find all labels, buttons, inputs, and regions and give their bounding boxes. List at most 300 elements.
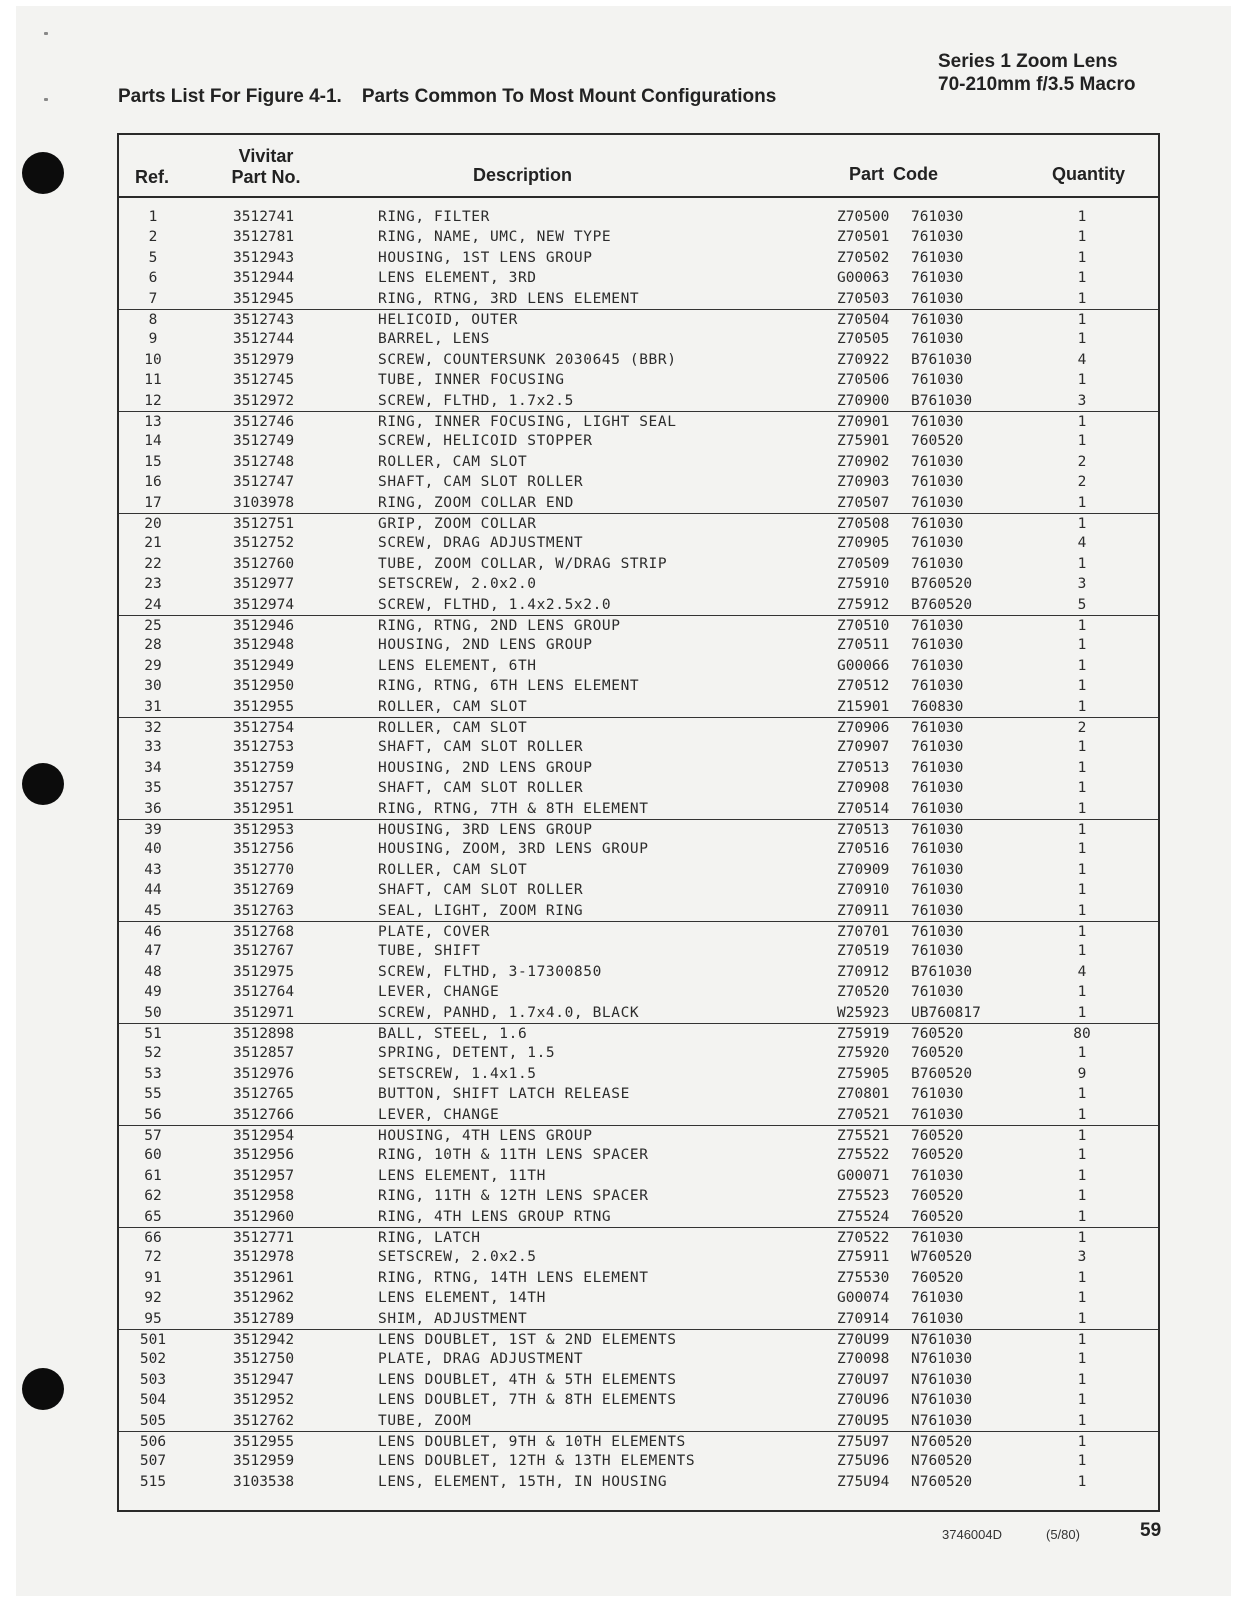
table-row [119,248,1158,268]
description-cell: LENS ELEMENT, 6TH [378,657,537,674]
quantity-cell: 1 [1077,657,1087,674]
ref-cell: 503 [139,1371,167,1388]
table-row [119,1309,1158,1329]
table-row [119,819,1158,840]
part-no-cell: 3512763 [233,902,295,919]
table-row [119,411,1158,432]
ref-cell: 45 [144,902,162,919]
code-cell: 760520 [911,1026,964,1042]
quantity-cell: 2 [1077,453,1087,470]
part-cell: Z75524 [837,1208,890,1225]
description-cell: ROLLER, CAM SLOT [378,453,528,470]
table-row [119,1186,1158,1206]
part-cell: Z70900 [837,392,890,409]
description-cell: BUTTON, SHIFT LATCH RELEASE [378,1086,630,1103]
part-no-cell: 3512972 [233,392,295,409]
description-cell: LENS, ELEMENT, 15TH, IN HOUSING [378,1473,668,1490]
table-row [119,391,1158,411]
ref-cell: 515 [139,1473,167,1490]
quantity-cell: 1 [1077,555,1087,572]
quantity-cell: 1 [1077,780,1087,797]
ref-cell: 505 [139,1412,167,1429]
description-cell: SCREW, FLTHD, 1.7x2.5 [378,392,574,409]
table-row [119,1145,1158,1165]
code-cell: 761030 [911,800,964,817]
col-header-part-code: Part Code [849,164,939,184]
description-cell: ROLLER, CAM SLOT [378,720,528,736]
part-cell: Z15901 [837,698,890,715]
part-no-cell: 3512977 [233,576,295,593]
part-no-cell: 3512974 [233,596,295,613]
table-row [119,533,1158,553]
part-cell: Z75523 [837,1188,890,1205]
ref-cell: 62 [144,1188,162,1205]
table-row [119,554,1158,574]
description-cell: RING, 11TH & 12TH LENS SPACER [378,1188,649,1205]
table-row [119,268,1158,288]
ref-cell: 33 [144,739,162,756]
quantity-cell: 2 [1077,720,1087,736]
quantity-cell: 2 [1077,474,1087,491]
code-cell: 760520 [911,433,964,450]
ref-cell: 95 [144,1310,162,1327]
table-row [119,1105,1158,1125]
code-cell: N760520 [911,1434,973,1450]
quantity-cell: 3 [1077,576,1087,593]
part-cell: Z75U94 [837,1473,890,1490]
part-cell: Z70922 [837,351,890,368]
table-row [119,574,1158,594]
ref-cell: 504 [139,1392,167,1409]
quantity-cell: 1 [1077,739,1087,756]
part-no-cell: 3512764 [233,984,295,1001]
ref-cell: 91 [144,1269,162,1286]
code-cell: 761030 [911,331,964,348]
table-row [119,1064,1158,1084]
part-cell: Z75901 [837,433,890,450]
part-no-cell: 3512741 [233,209,295,225]
binder-hole [22,1368,64,1410]
ref-cell: 61 [144,1167,162,1184]
quantity-cell: 1 [1077,209,1087,225]
code-cell: 761030 [911,902,964,919]
part-no-cell: 3512857 [233,1045,295,1062]
part-cell: Z70911 [837,902,890,919]
quantity-cell: 1 [1077,984,1087,1001]
description-cell: SCREW, DRAG ADJUSTMENT [378,535,584,552]
quantity-cell: 1 [1077,1147,1087,1164]
quantity-cell: 3 [1077,392,1087,409]
quantity-cell: 1 [1077,494,1087,511]
code-cell: 761030 [911,780,964,797]
code-cell: 761030 [911,861,964,878]
table-row [119,921,1158,942]
code-cell: 761030 [911,1167,964,1184]
code-cell: 761030 [911,1310,964,1327]
ref-cell: 21 [144,535,162,552]
ref-cell: 55 [144,1086,162,1103]
part-no-cell: 3512976 [233,1065,295,1082]
col-header-description: Description [473,165,573,185]
part-no-cell: 3512944 [233,270,295,287]
code-cell: B760520 [911,1065,973,1082]
ref-cell: 502 [139,1351,167,1368]
code-cell: 761030 [911,739,964,756]
description-cell: TUBE, ZOOM [378,1412,472,1429]
description-cell: HOUSING, 2ND LENS GROUP [378,759,593,776]
code-cell: 761030 [911,414,964,430]
code-cell: 761030 [911,1290,964,1307]
quantity-cell: 1 [1077,1434,1087,1450]
quantity-cell: 1 [1077,1392,1087,1409]
quantity-cell: 1 [1077,1045,1087,1062]
ref-cell: 7 [148,290,158,307]
ref-cell: 507 [139,1453,167,1470]
description-cell: SCREW, PANHD, 1.7x4.0, BLACK [378,1004,640,1021]
code-cell: N761030 [911,1332,973,1348]
ref-cell: 51 [144,1026,162,1042]
code-cell: 760520 [911,1147,964,1164]
ref-cell: 30 [144,678,162,695]
code-cell: 761030 [911,841,964,858]
quantity-cell: 1 [1077,861,1087,878]
series-line1: Series 1 Zoom Lens [938,51,1118,72]
table-row [119,370,1158,390]
part-no-cell: 3512756 [233,841,295,858]
table-row [119,472,1158,492]
ref-cell: 14 [144,433,162,450]
quantity-cell: 1 [1077,637,1087,654]
ref-cell: 17 [144,494,162,511]
part-no-cell: 3512759 [233,759,295,776]
description-cell: SETSCREW, 2.0x2.0 [378,576,537,593]
description-cell: LENS DOUBLET, 12TH & 13TH ELEMENTS [378,1453,696,1470]
part-no-cell: 3512958 [233,1188,295,1205]
part-cell: Z75920 [837,1045,890,1062]
part-no-cell: 3512962 [233,1290,295,1307]
quantity-cell: 1 [1077,229,1087,246]
ref-cell: 50 [144,1004,162,1021]
part-cell: Z70909 [837,861,890,878]
part-no-cell: 3512898 [233,1026,295,1042]
ref-cell: 501 [139,1332,167,1348]
table-row [119,1288,1158,1308]
quantity-cell: 1 [1077,312,1087,328]
page-number: 59 [1140,1520,1162,1541]
ref-cell: 11 [144,372,162,389]
table-row [119,1268,1158,1288]
quantity-cell: 1 [1077,1167,1087,1184]
quantity-cell: 1 [1077,924,1087,940]
description-cell: BALL, STEEL, 1.6 [378,1026,528,1042]
ref-cell: 43 [144,861,162,878]
quantity-cell: 1 [1077,1188,1087,1205]
ref-cell: 9 [148,331,158,348]
part-no-cell: 3512749 [233,433,295,450]
table-row [119,737,1158,757]
part-no-cell: 3512760 [233,555,295,572]
quantity-cell: 1 [1077,270,1087,287]
part-no-cell: 3512789 [233,1310,295,1327]
table-row [119,309,1158,330]
code-cell: N761030 [911,1412,973,1429]
quantity-cell: 1 [1077,1230,1087,1246]
description-cell: SHAFT, CAM SLOT ROLLER [378,780,584,797]
table-row [119,1125,1158,1146]
table-row [119,676,1158,696]
ref-cell: 48 [144,963,162,980]
quantity-cell: 1 [1077,882,1087,899]
code-cell: N761030 [911,1371,973,1388]
part-cell: Z70512 [837,678,890,695]
table-row [119,1023,1158,1044]
description-cell: TUBE, INNER FOCUSING [378,372,565,389]
code-cell: 761030 [911,209,964,225]
quantity-cell: 1 [1077,1290,1087,1307]
part-cell: Z70912 [837,963,890,980]
quantity-cell: 1 [1077,1106,1087,1123]
part-cell: Z70701 [837,924,890,940]
part-cell: Z75912 [837,596,890,613]
part-no-cell: 3512956 [233,1147,295,1164]
quantity-cell: 4 [1077,963,1087,980]
part-no-cell: 3512747 [233,474,295,491]
document-code: 3746004D [942,1527,1002,1542]
table-row [119,207,1158,227]
code-cell: 761030 [911,924,964,940]
ref-cell: 66 [144,1230,162,1246]
quantity-cell: 9 [1077,1065,1087,1082]
description-cell: RING, FILTER [378,209,490,225]
ref-cell: 16 [144,474,162,491]
ref-cell: 13 [144,414,162,430]
code-cell: 761030 [911,535,964,552]
code-cell: 760830 [911,698,964,715]
code-cell: 761030 [911,618,964,634]
ref-cell: 20 [144,516,162,532]
ref-cell: 46 [144,924,162,940]
part-no-cell: 3512951 [233,800,295,817]
description-cell: SHAFT, CAM SLOT ROLLER [378,739,584,756]
col-header-ref: Ref. [135,167,170,187]
part-cell: Z70510 [837,618,890,634]
parts-table [117,133,1160,1512]
part-no-cell: 3512949 [233,657,295,674]
table-row [119,758,1158,778]
part-no-cell: 3512952 [233,1392,295,1409]
part-no-cell: 3512946 [233,618,295,634]
speck [44,98,48,101]
col-header-part-no-line2: Part No. [231,167,301,187]
description-cell: GRIP, ZOOM COLLAR [378,516,537,532]
quantity-cell: 1 [1077,1208,1087,1225]
part-cell: Z70910 [837,882,890,899]
description-cell: HOUSING, ZOOM, 3RD LENS GROUP [378,841,649,858]
description-cell: LENS DOUBLET, 1ST & 2ND ELEMENTS [378,1332,677,1348]
code-cell: 761030 [911,678,964,695]
code-cell: 760520 [911,1208,964,1225]
description-cell: BARREL, LENS [378,331,490,348]
part-no-cell: 3512766 [233,1106,295,1123]
part-cell: G00063 [837,270,890,287]
code-cell: 760520 [911,1269,964,1286]
part-no-cell: 3512954 [233,1128,295,1144]
col-header-quantity: Quantity [1052,164,1126,184]
quantity-cell: 1 [1077,516,1087,532]
code-cell: 761030 [911,555,964,572]
part-no-cell: 3512762 [233,1412,295,1429]
part-no-cell: 3512768 [233,924,295,940]
quantity-cell: 1 [1077,698,1087,715]
table-row [119,595,1158,615]
table-row [119,941,1158,961]
code-cell: UB760817 [911,1004,981,1021]
quantity-cell: 1 [1077,841,1087,858]
code-cell: 761030 [911,657,964,674]
part-cell: Z70513 [837,822,890,838]
part-no-cell: 3103978 [233,494,295,511]
part-cell: Z75911 [837,1249,890,1266]
part-cell: Z70505 [837,331,890,348]
part-no-cell: 3512750 [233,1351,295,1368]
series-label [938,50,1136,96]
part-cell: Z70500 [837,209,890,225]
part-no-cell: 3512781 [233,229,295,246]
table-row [119,1472,1158,1492]
title-figure-ref: Parts List For Figure 4-1. [118,86,342,107]
part-no-cell: 3512957 [233,1167,295,1184]
code-cell: 761030 [911,943,964,960]
binder-hole [22,763,64,805]
quantity-cell: 1 [1077,1310,1087,1327]
description-cell: SCREW, COUNTERSUNK 2030645 (BBR) [378,351,677,368]
title-subject: Parts Common To Most Mount Configurations [361,86,777,107]
table-row [119,1390,1158,1410]
part-no-cell: 3512753 [233,739,295,756]
description-cell: HOUSING, 4TH LENS GROUP [378,1128,593,1144]
code-cell: N761030 [911,1351,973,1368]
ref-cell: 24 [144,596,162,613]
description-cell: SPRING, DETENT, 1.5 [378,1045,556,1062]
part-cell: Z75U97 [837,1434,890,1450]
ref-cell: 36 [144,800,162,817]
description-cell: RING, RTNG, 14TH LENS ELEMENT [378,1269,649,1286]
document-date: (5/80) [1046,1527,1080,1542]
description-cell: LEVER, CHANGE [378,1106,500,1123]
code-cell: 761030 [911,372,964,389]
description-cell: LENS ELEMENT, 14TH [378,1290,546,1307]
ref-cell: 44 [144,882,162,899]
code-cell: W760520 [911,1249,973,1266]
code-cell: N761030 [911,1392,973,1409]
quantity-cell: 1 [1077,1412,1087,1429]
quantity-cell: 1 [1077,1351,1087,1368]
table-row [119,1451,1158,1471]
code-cell: 760520 [911,1128,964,1144]
ref-cell: 39 [144,822,162,838]
quantity-cell: 1 [1077,290,1087,307]
code-cell: N760520 [911,1453,973,1470]
quantity-cell: 1 [1077,1332,1087,1348]
table-row [119,982,1158,1002]
table-row [119,1043,1158,1063]
ref-cell: 49 [144,984,162,1001]
table-row [119,1329,1158,1350]
description-cell: RING, 10TH & 11TH LENS SPACER [378,1147,649,1164]
quantity-cell: 1 [1077,902,1087,919]
part-no-cell: 3512757 [233,780,295,797]
table-row [119,1349,1158,1369]
code-cell: 761030 [911,516,964,532]
code-cell: 760520 [911,1045,964,1062]
part-no-cell: 3512752 [233,535,295,552]
code-cell: 761030 [911,270,964,287]
ref-cell: 31 [144,698,162,715]
quantity-cell: 1 [1077,1453,1087,1470]
part-no-cell: 3512979 [233,351,295,368]
part-cell: Z70905 [837,535,890,552]
part-cell: Z70U99 [837,1332,890,1348]
part-cell: Z75910 [837,576,890,593]
description-cell: SETSCREW, 1.4x1.5 [378,1065,537,1082]
part-cell: Z75521 [837,1128,890,1144]
part-no-cell: 3512942 [233,1332,295,1348]
code-cell: B761030 [911,351,973,368]
table-row [119,431,1158,451]
part-cell: Z70U96 [837,1392,890,1409]
description-cell: RING, 4TH LENS GROUP RTNG [378,1208,612,1225]
quantity-cell: 5 [1077,596,1087,613]
ref-cell: 34 [144,759,162,776]
table-row [119,1207,1158,1227]
table-row [119,901,1158,921]
description-cell: SCREW, HELICOID STOPPER [378,433,593,450]
quantity-cell: 4 [1077,351,1087,368]
part-cell: Z70508 [837,516,890,532]
part-no-cell: 3512978 [233,1249,295,1266]
description-cell: RING, RTNG, 6TH LENS ELEMENT [378,678,640,695]
ref-cell: 52 [144,1045,162,1062]
part-no-cell: 3512948 [233,637,295,654]
code-cell: 761030 [911,1086,964,1103]
part-cell: Z70501 [837,229,890,246]
quantity-cell: 1 [1077,372,1087,389]
code-cell: N760520 [911,1473,973,1490]
series-line2: 70-210mm f/3.5 Macro [938,74,1136,95]
code-cell: 761030 [911,984,964,1001]
part-no-cell: 3512744 [233,331,295,348]
quantity-cell: 1 [1077,1371,1087,1388]
part-cell: Z70502 [837,249,890,266]
quantity-cell: 4 [1077,535,1087,552]
description-cell: HOUSING, 2ND LENS GROUP [378,637,593,654]
description-cell: TUBE, ZOOM COLLAR, W/DRAG STRIP [378,555,668,572]
part-no-cell: 3512743 [233,312,295,328]
part-cell: Z75530 [837,1269,890,1286]
description-cell: RING, RTNG, 7TH & 8TH ELEMENT [378,800,649,817]
quantity-cell: 1 [1077,800,1087,817]
table-row [119,839,1158,859]
part-cell: Z70902 [837,453,890,470]
ref-cell: 35 [144,780,162,797]
quantity-cell: 1 [1077,1473,1087,1490]
ref-cell: 2 [148,229,158,246]
table-row [119,493,1158,513]
part-cell: Z70511 [837,637,890,654]
part-cell: Z70903 [837,474,890,491]
part-no-cell: 3512953 [233,822,295,838]
table-row [119,1431,1158,1452]
